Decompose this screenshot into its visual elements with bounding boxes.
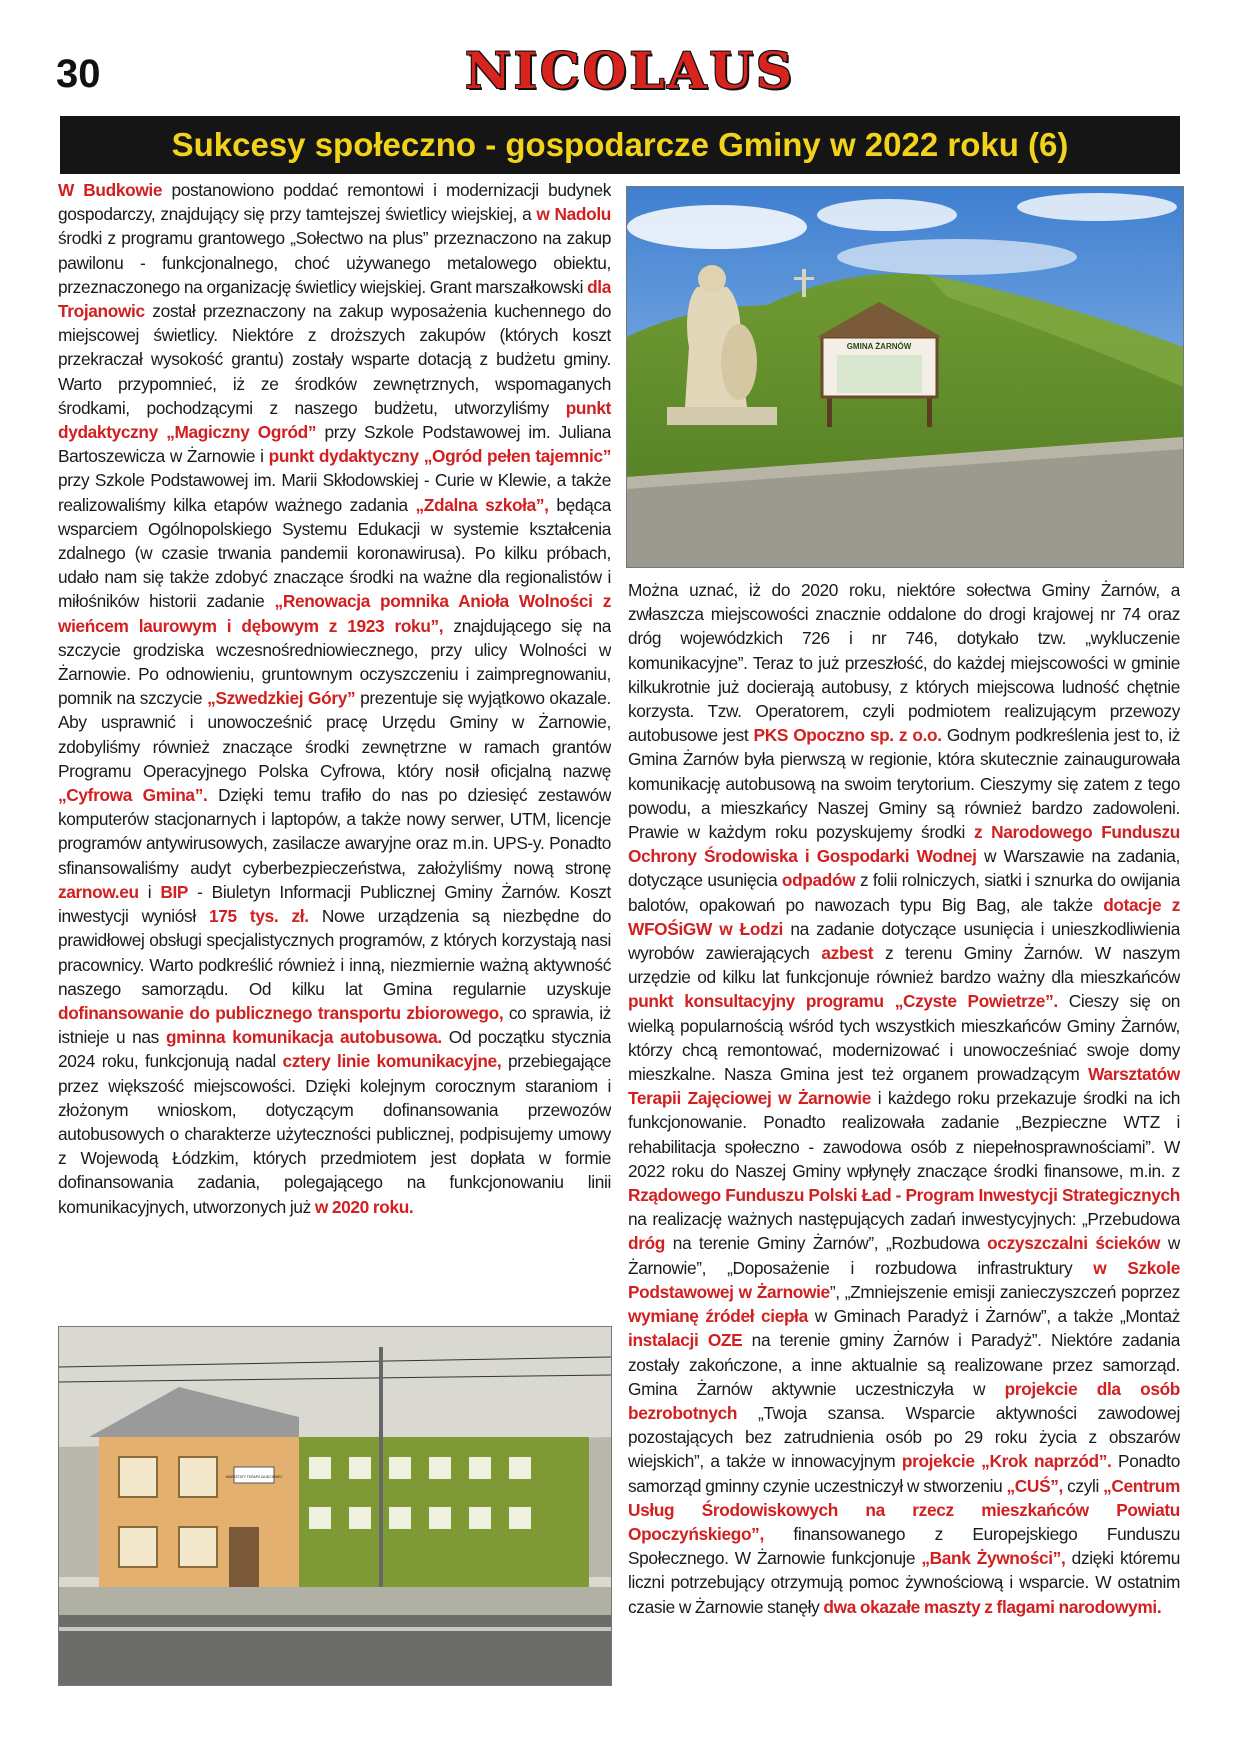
body-text: i <box>138 881 161 902</box>
highlighted-text: azbest <box>821 943 874 964</box>
highlighted-text: projekcie dla osób bezrobotnych <box>628 1378 1180 1423</box>
body-text: Można uznać, iż do 2020 roku, niektóre sołectwa Gminy Żarnów, a zwłaszcza miejscowości znacznie oddalone do drogi krajowej nr 74 oraz dróg wojewódzkich 726 i nr 746, dotykało tzw. „wykluczenie komunikacyjne”. Teraz to już przeszłość, do każdej miejscowości w gminie kilkukrotnie już docierają autobusy, z których miejscowa ludność chętnie korzysta. Tzw. Operatorem, czyli podmiotem realizującym przewozy autobusowe jest <box>628 580 1180 746</box>
body-text: został przeznaczony na zakup wyposażenia kuchennego do miejscowej świetlicy. Niektóre z droższych zakupów (których koszt przekraczał wysokość grantu) zostały wsparte dotacją z budżetu gminy. Warto przypomnieć, iż ze środków zewnętrznych, wspomaganych środkami, pochodzącymi z naszego budżetu, utworzyliśmy <box>58 301 611 418</box>
highlighted-text: „Centrum Usług Środowiskowych na rzecz mieszkańców Powiatu Opoczyńskiego”, <box>628 1475 1180 1544</box>
body-text: - Biuletyn Informacji Publicznej Gminy Żarnów. Koszt inwestycji wyniósł <box>58 881 611 927</box>
body-text: Cieszy się on wielką popularnością wśród tych wszystkich mieszkańców Gminy Żarnów, którzy chcą remontować, modernizować i unowocześniać swoje domy mieszkalne. Nasza Gmina jest też organem prowadzącym <box>628 991 1180 1085</box>
body-text: na terenie Gminy Żarnów”, „Rozbudowa <box>665 1233 988 1254</box>
highlighted-text: instalacji OZE <box>628 1330 743 1351</box>
article-column-left <box>58 178 611 1318</box>
body-text: co sprawia, iż istnieje u nas <box>58 1002 611 1048</box>
highlighted-text: dróg <box>628 1233 665 1254</box>
body-text: znajdującego się na szczycie grodziska wczesnośredniowiecznego, przy ulicy Wolności w Żarnowie. Po odnowieniu, gruntownym oczyszczeniu i zaimpregnowaniu, pomnik na szczycie <box>58 615 611 709</box>
body-text: przebiegające przez większość miejscowości. Dzięki kolejnym corocznym staraniom i złożonym wnioskom, dotyczącym dofinansowania przewozów autobusowych o charakterze użyteczności publicznej, podpisujemy umowy z Wojewodą Łódzkim, których przedmiotem jest dopłata w formie dofinansowania zadania, polegającego na funkcjonowaniu linii komunikacyjnych, utworzonych już <box>58 1051 611 1217</box>
highlighted-text: „Cyfrowa Gmina”. <box>58 785 208 806</box>
highlighted-text: Rządowego Funduszu Polski Ład - Program Inwestycji Strategicznych <box>628 1185 1180 1206</box>
body-text: finansowanego z Europejskiego Funduszu Społecznego. W Żarnowie funkcjonuje <box>628 1523 1180 1569</box>
body-text: środki z programu grantowego „Sołectwo na plus” przeznaczono na zakup pawilonu - funkcjonalnego, choć używanego metalowego obiektu, przeznaczonego na organizację świetlicy wiejskiej. Grant marszałkowski <box>58 228 611 297</box>
page-number: 30 <box>56 52 101 96</box>
body-text: czyli <box>1063 1475 1104 1496</box>
body-text: na terenie gminy Żarnów i Paradyż”. Niektóre zadania zostały zakończone, a inne aktualnie są realizowane przez samorząd. Gmina Żarnów aktywnie uczestniczyła w <box>628 1330 1180 1399</box>
body-text: z terenu Gminy Żarnów. W naszym urzędzie od kilku lat funkcjonuje również bardzo ważny dla mieszkańców <box>628 943 1180 988</box>
highlighted-text: oczyszczalni ścieków <box>987 1233 1161 1254</box>
highlighted-text: dla Trojanowic <box>58 276 611 322</box>
highlighted-text: gminna komunikacja autobusowa. <box>165 1027 442 1048</box>
body-text: dzięki któremu liczni potrzebujący otrzymują pomoc żywnościową i wsparcie. W ostatnim czasie w Żarnowie stanęły <box>628 1548 1180 1617</box>
highlighted-text: „Szwedzkiej Góry” <box>207 688 356 709</box>
highlighted-text: w 2020 roku. <box>314 1196 414 1217</box>
highlighted-text: W Budkowie <box>58 180 163 200</box>
body-text: Od początku stycznia 2024 roku, funkcjonują nadal <box>58 1027 611 1072</box>
highlighted-text: wymianę źródeł ciepła <box>628 1306 808 1327</box>
highlighted-text: „Bank Żywności”, <box>921 1548 1066 1569</box>
body-text: na realizację ważnych następujących zadań inwestycyjnych: „Przebudowa <box>628 1209 1180 1230</box>
body-text: w Warszawie na zadania, dotyczące usunięcia <box>628 846 1180 891</box>
highlighted-text: PKS Opoczno sp. z o.o. <box>753 725 942 746</box>
highlighted-text: „Zdalna szkoła”, <box>415 494 549 515</box>
highlighted-text: punkt konsultacyjny programu „Czyste Powietrze”. <box>628 991 1058 1012</box>
highlighted-text: dwa okazałe maszty z flagami narodowymi. <box>823 1596 1162 1617</box>
highlighted-text: dotacje z WFOŚiGW w Łodzi <box>628 894 1180 939</box>
article-title-bar <box>60 116 1180 174</box>
highlighted-text: BIP <box>160 881 189 902</box>
highlighted-text: 175 tys. zł. <box>208 906 309 927</box>
body-text: przy Szkole Podstawowej im. Marii Skłodowskiej - Curie w Klewie, a także realizowaliśmy kilka etapów ważnego zadania <box>58 470 611 515</box>
body-text: w Gminach Paradyż i Żarnów”, a także „Montaż <box>807 1306 1180 1327</box>
masthead-logo: NICOLAUS <box>464 41 796 100</box>
body-text: Ponadto samorząd gminny czynie uczestniczył w stworzeniu <box>628 1451 1180 1496</box>
body-text: z folii rolniczych, siatki i sznurka do owijania balotów, opakowań po nawozach typu Big Bag, ale także <box>628 870 1180 915</box>
body-text: Godnym podkreślenia jest to, iż Gmina Żarnów była pierwszą w regionie, która skutecznie zainaugurowała komunikację autobusową na swoim terytorium. Cieszymy się zatem z tego powodu, a mieszkańcy Naszej Gminy są również bardzo zadowoleni. Prawie w każdym roku pozyskujemy środki <box>628 725 1180 843</box>
highlighted-text: punkt dydaktyczny „Magiczny Ogród” <box>58 397 611 443</box>
body-text: i każdego roku przekazuje środki na ich funkcjonowanie. Ponadto realizowała zadanie „Bezpieczne WTZ i rehabilitacja społeczno - zawodowa osób z niepełnosprawnościami”. W 2022 roku do Naszej Gminy wpłynęły znaczące środki finansowe, m.in. z <box>628 1088 1180 1181</box>
highlighted-text: odpadów <box>781 870 856 891</box>
highlighted-text: punkt dydaktyczny „Ogród pełen tajemnic” <box>268 446 611 467</box>
highlighted-text: zarnow.eu <box>58 881 139 902</box>
highlighted-text: dofinansowanie do publicznego transportu zbiorowego, <box>58 1002 504 1023</box>
body-text: przy Szkole Podstawowej im. Juliana Bartoszewicza w Żarnowie i <box>58 422 611 467</box>
body-text: Nowe urządzenia są niezbędne do prawidłowej obsługi specjalistycznych programów, z których korzystają nasi pracownicy. Warto podkreślić również i inną, niezmiernie ważną aktywność naszego samorządu. Od kilku lat Gmina regularnie uzyskuje <box>58 906 611 999</box>
building-photo <box>58 1326 612 1686</box>
highlighted-text: Warsztatów Terapii Zajęciowej w Żarnowie <box>628 1064 1180 1109</box>
highlighted-text: cztery linie komunikacyjne, <box>282 1051 502 1072</box>
body-text: „Twoja szansa. Wsparcie aktywności zawodowej pozostających bez zatrudnienia osób po 29 roku życia z obszarów wiejskich”, a także w innowacyjnym <box>628 1402 1180 1472</box>
body-text: ”, „Zmniejszenie emisji zanieczyszczeń poprzez <box>829 1281 1180 1302</box>
highlighted-text: „CUŚ”, <box>1006 1475 1063 1496</box>
highlighted-text: w Szkole Podstawowej w Żarnowie <box>628 1257 1180 1302</box>
highlighted-text: „Renowacja pomnika Anioła Wolności z wieńcem laurowym i dębowym z 1923 roku”, <box>58 591 611 636</box>
body-text: prezentuje się wyjątkowo okazale. Aby usprawnić i unowocześnić pracę Urzędu Gminy w Żarnowie, zdobyliśmy również znaczące środki zewnętrzne w ramach grantów Programu Operacyjnego Polska Cyfrowa, który nosił oficjalną nazwę <box>58 688 611 781</box>
body-text: Dzięki temu trafiło do nas po dziesięć zestawów komputerów stacjonarnych i laptopów, a także nowy serwer, UTM, licencje programów antywirusowych, zasilacze awaryjne oraz m.in. UPS-y. Ponadto sfinansowaliśmy audyt cyberbezpieczeństwa, założyliśmy nową stronę <box>58 785 611 878</box>
article-column-right <box>628 578 1180 1718</box>
building-sign: WARSZTATY TERAPII ZAJĘCIOWEJ <box>225 1475 283 1479</box>
body-text: będąca wsparciem Ogólnopolskiego Systemu Edukacji w systemie kształcenia zdalnego (w czasie trwania pandemii koronawirusa). Po kilku próbach, udało nam się także zdobyć znaczące środki na ważne dla regionalistów i miłośników historii zadanie <box>58 494 611 612</box>
highlighted-text: z Narodowego Funduszu Ochrony Środowiska i Gospodarki Wodnej <box>628 822 1180 867</box>
highlighted-text: w Nadolu <box>536 204 611 225</box>
body-text: w Żarnowie”, „Doposażenie i rozbudowa infrastruktury <box>628 1233 1180 1278</box>
article-title: Sukcesy społeczno - gospodarcze Gminy w 2022 roku (6) <box>171 126 1069 163</box>
highlighted-text: projekcie „Krok naprzód”. <box>901 1451 1112 1472</box>
monument-photo <box>626 186 1184 568</box>
body-text: postanowiono poddać remontowi i modernizacji budynek gospodarczy, znajdujący się przy tamtejszej świetlicy wiejskiej, a <box>58 180 611 225</box>
body-text: na zadanie dotyczące usunięcia i unieszkodliwienia wyrobów zawierających <box>628 918 1180 964</box>
sign-text: GMINA ŻARNÓW <box>846 342 912 351</box>
